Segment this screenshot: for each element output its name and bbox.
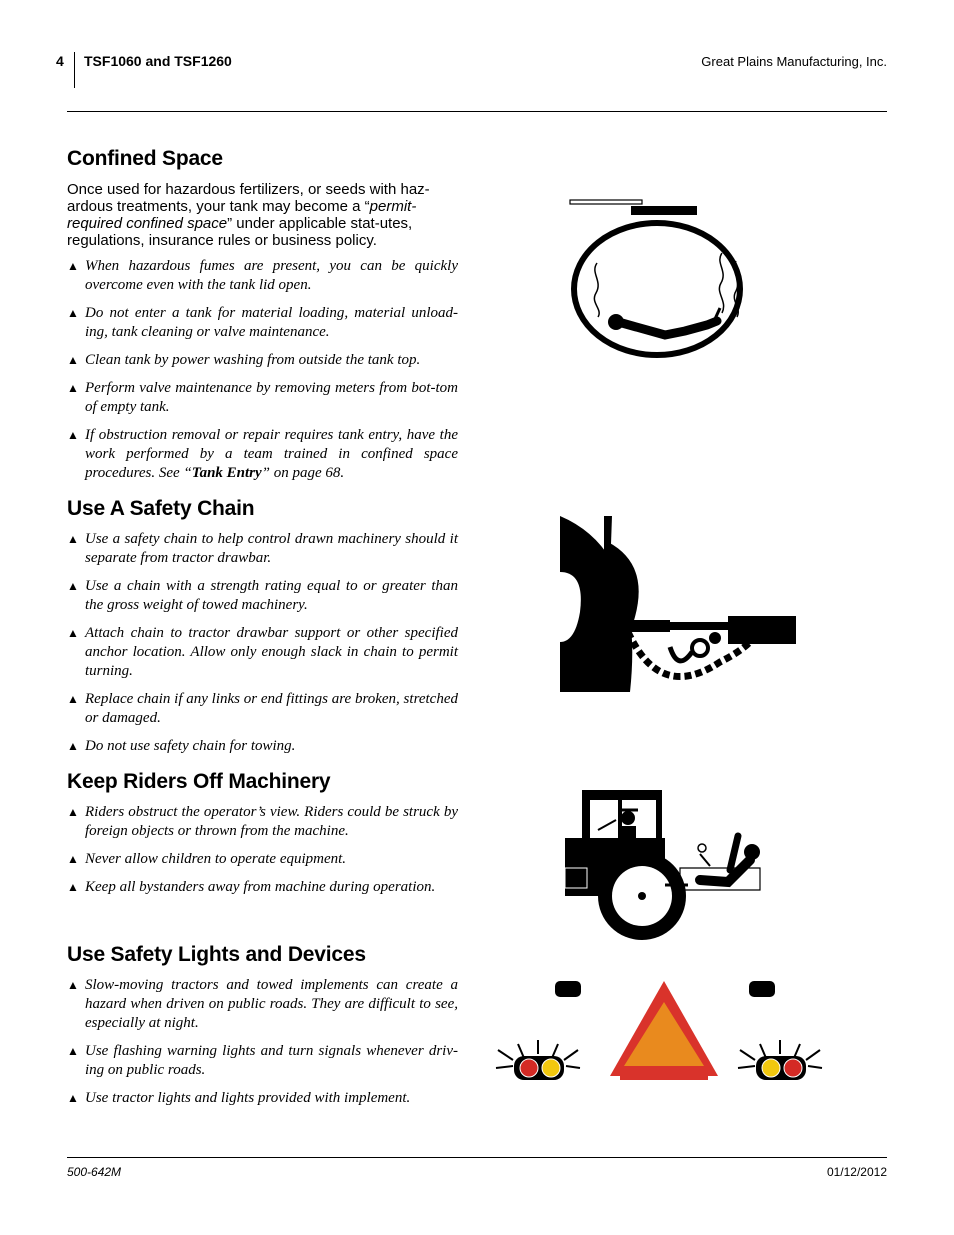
bullet-triangle-icon: ▲ [67, 428, 79, 442]
bullet-triangle-icon: ▲ [67, 626, 79, 640]
bullet-triangle-icon: ▲ [67, 739, 79, 753]
intro-text-2: ” under applicable stat-utes, regulations, insurance rules or business policy. [67, 215, 413, 249]
heading-confined-space: Confined Space [67, 147, 223, 170]
intro-emphasis: permit-required confined space [67, 198, 417, 232]
list-item [67, 690, 458, 728]
bullet-text: Keep all bystanders away from machine during operation. [85, 879, 436, 895]
footer-rule [67, 1157, 887, 1158]
bullet-triangle-icon: ▲ [67, 805, 79, 819]
header-rule [67, 111, 887, 112]
tank-entry-reference[interactable]: Tank Entry [191, 465, 262, 481]
bullet-text: Use a safety chain to help control drawn machinery should it separate from tractor drawbar. [85, 531, 458, 566]
list-item [67, 351, 458, 370]
bullet-text: Use flashing warning lights and turn signals whenever driv-ing on public roads. [85, 1043, 458, 1078]
bullet-triangle-icon: ▲ [67, 381, 79, 395]
bullet-triangle-icon: ▲ [67, 259, 79, 273]
bullet-triangle-icon: ▲ [67, 880, 79, 894]
doc-date: 01/12/2012 [826, 1165, 887, 1179]
list-item [67, 1089, 458, 1108]
bullet-triangle-icon: ▲ [67, 1044, 79, 1058]
bullet-text: Attach chain to tractor drawbar support or other specified anchor location. Allow only enough slack in chain to permit turning. [85, 625, 458, 679]
bullet-text: Do not use safety chain for towing. [85, 738, 296, 754]
bullet-text: Riders obstruct the operator’s view. Riders could be struck by foreign objects or thrown from the machine. [85, 804, 458, 839]
bullet-text: Never allow children to operate equipment. [85, 851, 347, 867]
safety-lights-smv-illustration [488, 978, 840, 1086]
list-item [67, 530, 458, 568]
tractor-rider-illustration [560, 790, 770, 940]
safety-chain-illustration [560, 512, 800, 694]
bullet-triangle-icon: ▲ [67, 978, 79, 992]
bullet-triangle-icon: ▲ [67, 1091, 79, 1105]
list-item [67, 257, 458, 295]
company-name: Great Plains Manufacturing, Inc. [701, 54, 887, 69]
list-item [67, 878, 458, 897]
left-warning-lamp [496, 1040, 580, 1080]
bullet-text: ” on page 68. [261, 465, 345, 481]
bullet-triangle-icon: ▲ [67, 532, 79, 546]
chain-bullets [67, 530, 458, 765]
bullet-text: If obstruction removal or repair requires tank entry, have the work performed by a team trained in confined space procedures. See “ [85, 427, 458, 481]
bullet-triangle-icon: ▲ [67, 852, 79, 866]
bullet-text: Use tractor lights and lights provided with implement. [85, 1090, 411, 1106]
bullet-triangle-icon: ▲ [67, 579, 79, 593]
list-item [67, 976, 458, 1033]
intro-text-1: Once used for hazardous fertilizers, or seeds with haz-ardous treatments, your tank may become a “ [67, 181, 430, 215]
list-item [67, 737, 458, 756]
header-divider [74, 52, 75, 88]
riders-bullets [67, 803, 458, 906]
doc-title: TSF1060 and TSF1260 [84, 53, 232, 69]
heading-keep-riders-off: Keep Riders Off Machinery [67, 770, 331, 793]
heading-safety-lights: Use Safety Lights and Devices [67, 943, 366, 966]
bullet-text: Use a chain with a strength rating equal to or greater than the gross weight of towed machinery. [85, 578, 458, 613]
list-item [67, 304, 458, 342]
bullet-text: Replace chain if any links or end fittings are broken, stretched or damaged. [85, 691, 458, 726]
heading-safety-chain: Use A Safety Chain [67, 497, 255, 520]
list-item [67, 577, 458, 615]
bullet-triangle-icon: ▲ [67, 692, 79, 706]
list-item [67, 850, 458, 869]
right-warning-lamp [738, 1040, 822, 1080]
confined-intro [67, 181, 459, 249]
list-item [67, 379, 458, 417]
page-number: 4 [56, 53, 64, 69]
doc-number: 500-642M [67, 1165, 122, 1179]
bullet-text: Do not enter a tank for material loading, material unload-ing, tank cleaning or valve maintenance. [85, 305, 458, 340]
list-item [67, 1042, 458, 1080]
bullet-text: When hazardous fumes are present, you can be quickly overcome even with the tank lid open. [85, 258, 458, 293]
lights-bullets [67, 976, 458, 1117]
list-item [67, 426, 458, 483]
bullet-triangle-icon: ▲ [67, 306, 79, 320]
confined-bullets [67, 257, 458, 492]
bullet-triangle-icon: ▲ [67, 353, 79, 367]
confined-space-tank-illustration [565, 195, 750, 360]
list-item [67, 803, 458, 841]
bullet-text: Slow-moving tractors and towed implements can create a hazard when driven on public roads. They are difficult to see, especially at night. [85, 977, 458, 1031]
list-item [67, 624, 458, 681]
bullet-text: Clean tank by power washing from outside the tank top. [85, 352, 421, 368]
bullet-text: Perform valve maintenance by removing meters from bot-tom of empty tank. [85, 380, 458, 415]
